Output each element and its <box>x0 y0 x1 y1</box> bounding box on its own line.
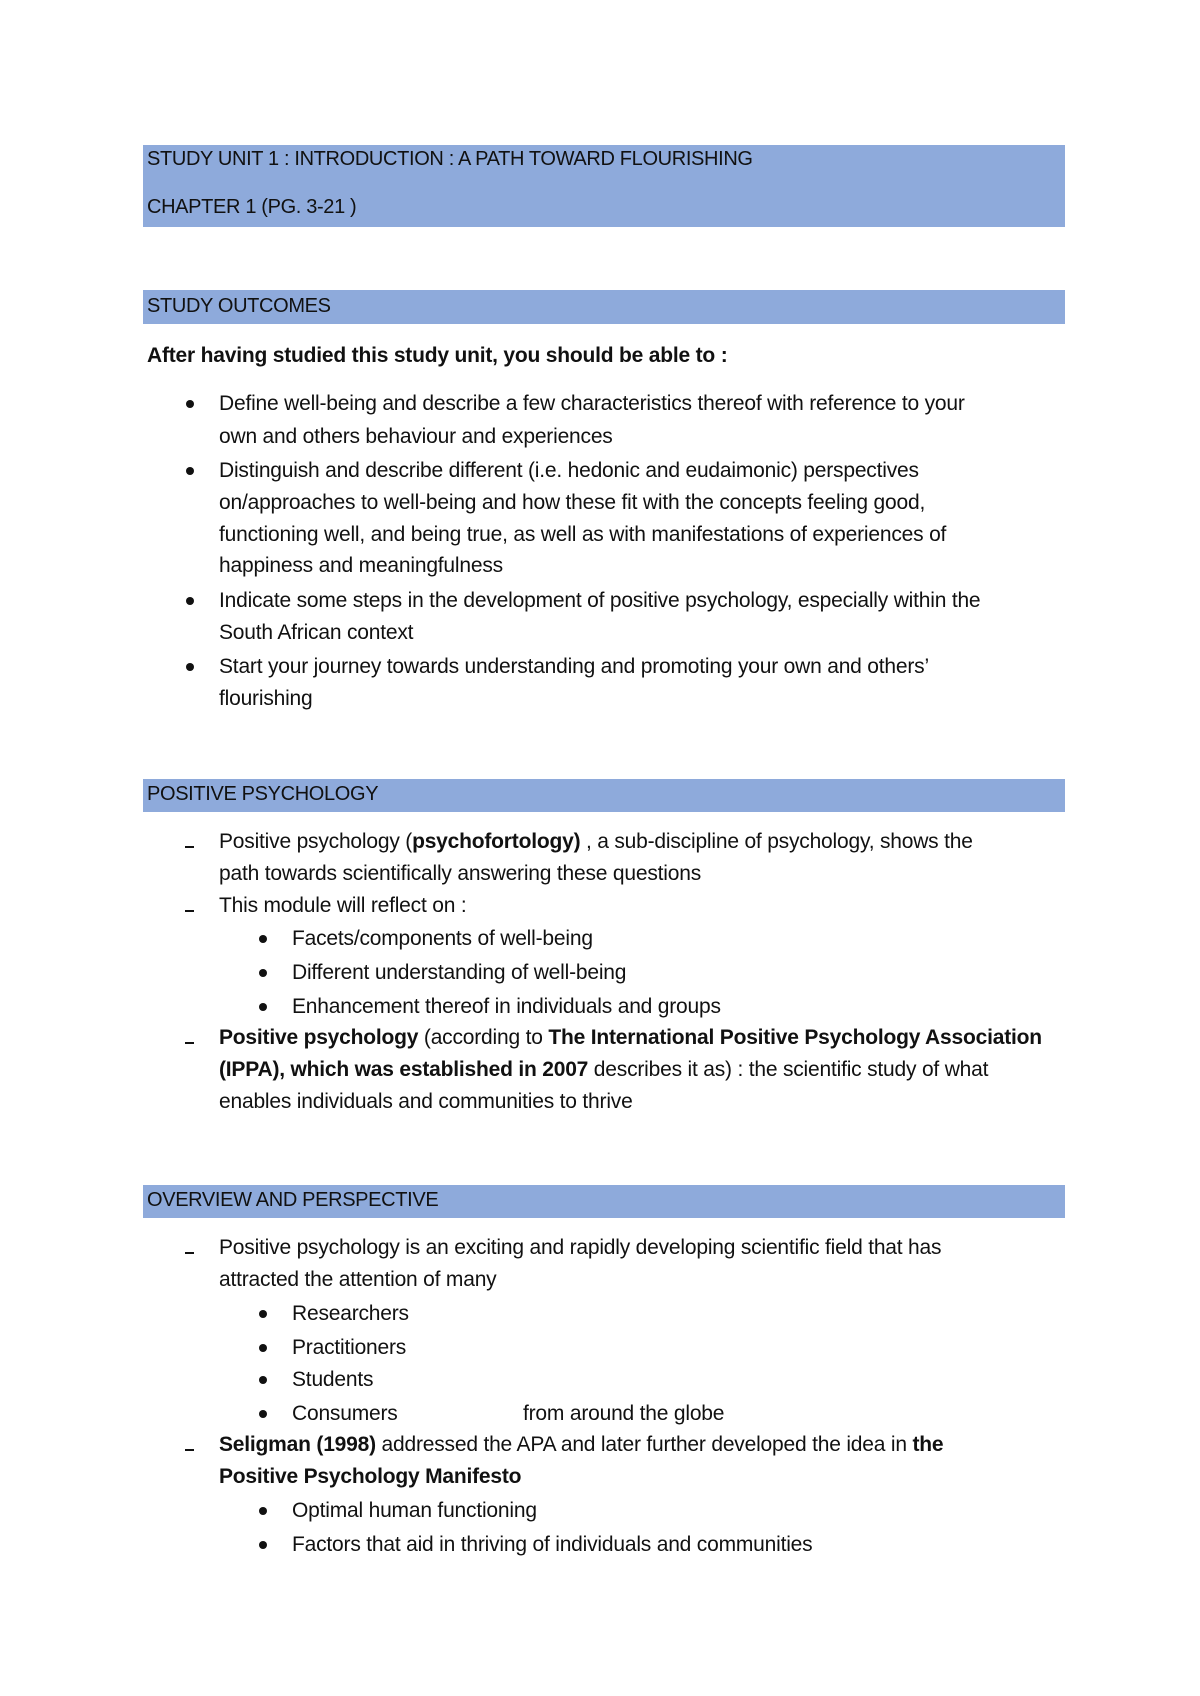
outcome-item-2-line-3: functioning well, and being true, as well as with manifestations of experiences of <box>219 523 947 546</box>
ov-item-1-line-1: Positive psychology is an exciting and rapidly developing scientific field that has <box>219 1236 942 1259</box>
outcome-item-3-line-2: South African context <box>219 621 414 644</box>
bullet-icon <box>259 1310 267 1318</box>
ov-sub-item-2: Practitioners <box>292 1336 407 1359</box>
ov-item-2-line-1 <box>219 1432 943 1458</box>
outcome-item-4-line-2: flourishing <box>219 687 313 710</box>
bullet-icon <box>259 969 267 977</box>
ov-sub-suffix: from around the globe <box>523 1402 725 1425</box>
ov-item-2-bold-a: Seligman (1998) <box>219 1433 376 1456</box>
bullet-icon <box>186 467 194 475</box>
pp-item-3-line-1 <box>219 1025 1042 1051</box>
pp-item-3-bold-b: The International Positive Psychology Association <box>548 1026 1042 1049</box>
dash-marker <box>185 1042 194 1044</box>
outcomes-intro: After having studied this study unit, you should be able to : <box>147 344 728 367</box>
bullet-icon <box>186 597 194 605</box>
ov-item-2-line-2: Positive Psychology Manifesto <box>219 1465 522 1488</box>
bullet-icon <box>259 1507 267 1515</box>
pp-item-1-line-2: path towards scientifically answering these questions <box>219 862 701 885</box>
outcome-item-3-line-1: Indicate some steps in the development of positive psychology, especially within the <box>219 589 981 612</box>
bullet-icon <box>259 1376 267 1384</box>
outcome-item-2-line-1: Distinguish and describe different (i.e. hedonic and eudaimonic) perspectives <box>219 459 919 482</box>
pp-sub-item-2: Different understanding of well-being <box>292 961 627 984</box>
bullet-icon <box>259 1003 267 1011</box>
bullet-icon <box>186 400 194 408</box>
pp-item-1-bold: psychofortology) <box>412 830 581 853</box>
study-outcomes-heading: STUDY OUTCOMES <box>147 295 331 317</box>
ov-sub2-item-2: Factors that aid in thriving of individuals and communities <box>292 1533 813 1556</box>
bullet-icon <box>259 935 267 943</box>
pp-sub-item-3: Enhancement thereof in individuals and groups <box>292 995 721 1018</box>
ov-item-2-text: addressed the APA and later further developed the idea in <box>375 1433 913 1456</box>
bullet-icon <box>259 1541 267 1549</box>
positive-psychology-heading: POSITIVE PSYCHOLOGY <box>147 783 379 805</box>
outcome-item-4-line-1: Start your journey towards understanding and promoting your own and others’ <box>219 655 929 678</box>
dash-marker <box>185 846 194 848</box>
pp-item-3-line-3: enables individuals and communities to thrive <box>219 1090 633 1113</box>
ov-sub-item-1: Researchers <box>292 1302 409 1325</box>
outcome-item-1-line-2: own and others behaviour and experiences <box>219 425 613 448</box>
pp-item-2: This module will reflect on : <box>219 894 467 917</box>
bullet-icon <box>259 1344 267 1352</box>
pp-item-3-text-a: (according to <box>418 1026 549 1049</box>
bullet-icon <box>186 663 194 671</box>
pp-item-1-line-1 <box>219 829 973 855</box>
ov-item-1-line-2: attracted the attention of many <box>219 1268 497 1291</box>
pp-item-3-line-2 <box>219 1057 988 1083</box>
pp-item-3-text-b: describes it as) : the scientific study of what <box>588 1058 989 1081</box>
dash-marker <box>185 910 194 912</box>
pp-sub-item-1: Facets/components of well-being <box>292 927 593 950</box>
overview-heading: OVERVIEW AND PERSPECTIVE <box>147 1189 439 1211</box>
dash-marker <box>185 1252 194 1254</box>
pp-item-3-bold-a: Positive psychology <box>219 1026 419 1049</box>
unit-title: STUDY UNIT 1 : INTRODUCTION : A PATH TOWARD FLOURISHING <box>147 148 753 170</box>
chapter-reference: CHAPTER 1 (PG. 3-21 ) <box>147 196 357 218</box>
outcome-item-1-line-1: Define well-being and describe a few characteristics thereof with reference to your <box>219 392 965 415</box>
pp-item-3-bold-c: (IPPA), which was established in 2007 <box>219 1058 589 1081</box>
ov-sub-item-4: Consumers <box>292 1402 398 1425</box>
ov-item-2-bold-b: the <box>912 1433 944 1456</box>
ov-sub-item-3: Students <box>292 1368 374 1391</box>
outcome-item-2-line-4: happiness and meaningfulness <box>219 554 503 577</box>
outcome-item-2-line-2: on/approaches to well-being and how these fit with the concepts feeling good, <box>219 491 926 514</box>
bullet-icon <box>259 1410 267 1418</box>
pp-item-1-text-a: Positive psychology ( <box>219 830 413 853</box>
dash-marker <box>185 1449 194 1451</box>
ov-sub2-item-1: Optimal human functioning <box>292 1499 537 1522</box>
pp-item-1-text-b: , a sub-discipline of psychology, shows the <box>580 830 973 853</box>
